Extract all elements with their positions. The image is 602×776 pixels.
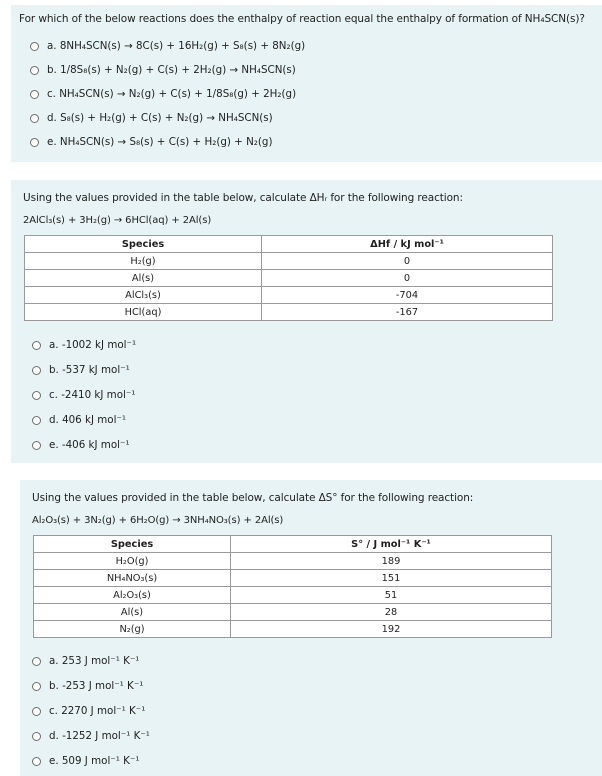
table-header-species: Species <box>25 236 262 253</box>
q1-option-e[interactable] <box>30 136 272 148</box>
q3-option-e-label: e. 509 J mol⁻¹ K⁻¹ <box>49 755 140 767</box>
table-cell: Al₂O₃(s) <box>34 587 231 604</box>
table-header-species: Species <box>34 536 231 553</box>
q2-option-c[interactable] <box>32 389 135 401</box>
q1-option-e-label: e. NH₄SCN(s) → S₈(s) + C(s) + H₂(g) + N₂(g) <box>47 136 273 148</box>
q1-option-b[interactable] <box>30 64 296 76</box>
table-row <box>25 270 553 287</box>
q2-option-b-label: b. -537 kJ mol⁻¹ <box>49 364 130 376</box>
table-cell: H₂O(g) <box>34 553 231 570</box>
q2-option-c-label: c. -2410 kJ mol⁻¹ <box>49 389 136 401</box>
radio-icon[interactable] <box>32 441 41 450</box>
q3-option-b-label: b. -253 J mol⁻¹ K⁻¹ <box>49 680 144 692</box>
table-cell: 189 <box>231 553 552 570</box>
q2-option-d-label: d. 406 kJ mol⁻¹ <box>49 414 127 426</box>
question-3-reaction: Al₂O₃(s) + 3N₂(g) + 6H₂O(g) → 3NH₄NO₃(s) + 2Al(s) <box>32 515 284 526</box>
table-cell: HCl(aq) <box>25 304 262 321</box>
q2-option-e-label: e. -406 kJ mol⁻¹ <box>49 439 130 451</box>
q3-option-a[interactable] <box>32 655 139 667</box>
table-cell: Al(s) <box>25 270 262 287</box>
enthalpy-table <box>24 235 553 321</box>
q3-option-e[interactable] <box>32 755 139 767</box>
q2-option-b[interactable] <box>32 364 130 376</box>
entropy-table <box>33 535 552 638</box>
table-cell: AlCl₃(s) <box>25 287 262 304</box>
q3-option-c[interactable] <box>32 705 145 717</box>
q3-option-d[interactable] <box>32 730 150 742</box>
table-cell: 0 <box>262 253 553 270</box>
table-header-value: S° / J mol⁻¹ K⁻¹ <box>231 536 552 553</box>
table-cell: 151 <box>231 570 552 587</box>
radio-icon[interactable] <box>32 657 41 666</box>
table-cell: -704 <box>262 287 553 304</box>
q2-option-e[interactable] <box>32 439 130 451</box>
table-row <box>34 553 552 570</box>
question-3-card <box>20 480 602 776</box>
table-cell: 51 <box>231 587 552 604</box>
table-cell: N₂(g) <box>34 621 231 638</box>
table-row <box>34 570 552 587</box>
q1-option-a[interactable] <box>30 40 305 52</box>
table-row <box>25 287 553 304</box>
question-1-text: For which of the below reactions does the enthalpy of reaction equal the enthalpy of formation of NH₄SCN(s)? <box>19 13 585 25</box>
radio-icon[interactable] <box>32 366 41 375</box>
radio-icon[interactable] <box>32 391 41 400</box>
radio-icon[interactable] <box>30 90 39 99</box>
table-cell: 0 <box>262 270 553 287</box>
q3-option-b[interactable] <box>32 680 143 692</box>
table-row <box>34 587 552 604</box>
table-header-row <box>25 236 553 253</box>
radio-icon[interactable] <box>32 682 41 691</box>
radio-icon[interactable] <box>32 416 41 425</box>
q3-option-d-label: d. -1252 J mol⁻¹ K⁻¹ <box>49 730 150 742</box>
question-3-text: Using the values provided in the table below, calculate ΔS° for the following reaction: <box>32 492 474 504</box>
q3-option-a-label: a. 253 J mol⁻¹ K⁻¹ <box>49 655 140 667</box>
q1-option-d[interactable] <box>30 112 273 124</box>
table-cell: 192 <box>231 621 552 638</box>
radio-icon[interactable] <box>32 341 41 350</box>
q2-option-a[interactable] <box>32 339 136 351</box>
q3-option-c-label: c. 2270 J mol⁻¹ K⁻¹ <box>49 705 146 717</box>
q2-option-d[interactable] <box>32 414 126 426</box>
question-2-reaction: 2AlCl₃(s) + 3H₂(g) → 6HCl(aq) + 2Al(s) <box>23 215 212 226</box>
table-cell: NH₄NO₃(s) <box>34 570 231 587</box>
q1-option-c[interactable] <box>30 88 296 100</box>
question-2-card <box>11 180 602 463</box>
radio-icon[interactable] <box>30 114 39 123</box>
radio-icon[interactable] <box>30 42 39 51</box>
q1-option-a-label: a. 8NH₄SCN(s) → 8C(s) + 16H₂(g) + S₈(s) + 8N₂(g) <box>47 40 306 52</box>
radio-icon[interactable] <box>32 707 41 716</box>
table-row <box>25 253 553 270</box>
radio-icon[interactable] <box>30 66 39 75</box>
table-cell: Al(s) <box>34 604 231 621</box>
table-row <box>25 304 553 321</box>
q1-option-d-label: d. S₈(s) + H₂(g) + C(s) + N₂(g) → NH₄SCN(s) <box>47 112 273 124</box>
table-cell: H₂(g) <box>25 253 262 270</box>
table-cell: 28 <box>231 604 552 621</box>
table-row <box>34 621 552 638</box>
question-1-card <box>11 5 602 162</box>
q1-option-b-label: b. 1/8S₈(s) + N₂(g) + C(s) + 2H₂(g) → NH₄SCN(s) <box>47 64 296 76</box>
radio-icon[interactable] <box>32 732 41 741</box>
radio-icon[interactable] <box>30 138 39 147</box>
q2-option-a-label: a. -1002 kJ mol⁻¹ <box>49 339 137 351</box>
table-row <box>34 604 552 621</box>
radio-icon[interactable] <box>32 757 41 766</box>
question-2-text: Using the values provided in the table below, calculate ΔHᵣ for the following reaction: <box>23 192 463 204</box>
table-header-value: ΔHf / kJ mol⁻¹ <box>262 236 553 253</box>
q1-option-c-label: c. NH₄SCN(s) → N₂(g) + C(s) + 1/8S₈(g) + 2H₂(g) <box>47 88 297 100</box>
table-cell: -167 <box>262 304 553 321</box>
table-header-row <box>34 536 552 553</box>
